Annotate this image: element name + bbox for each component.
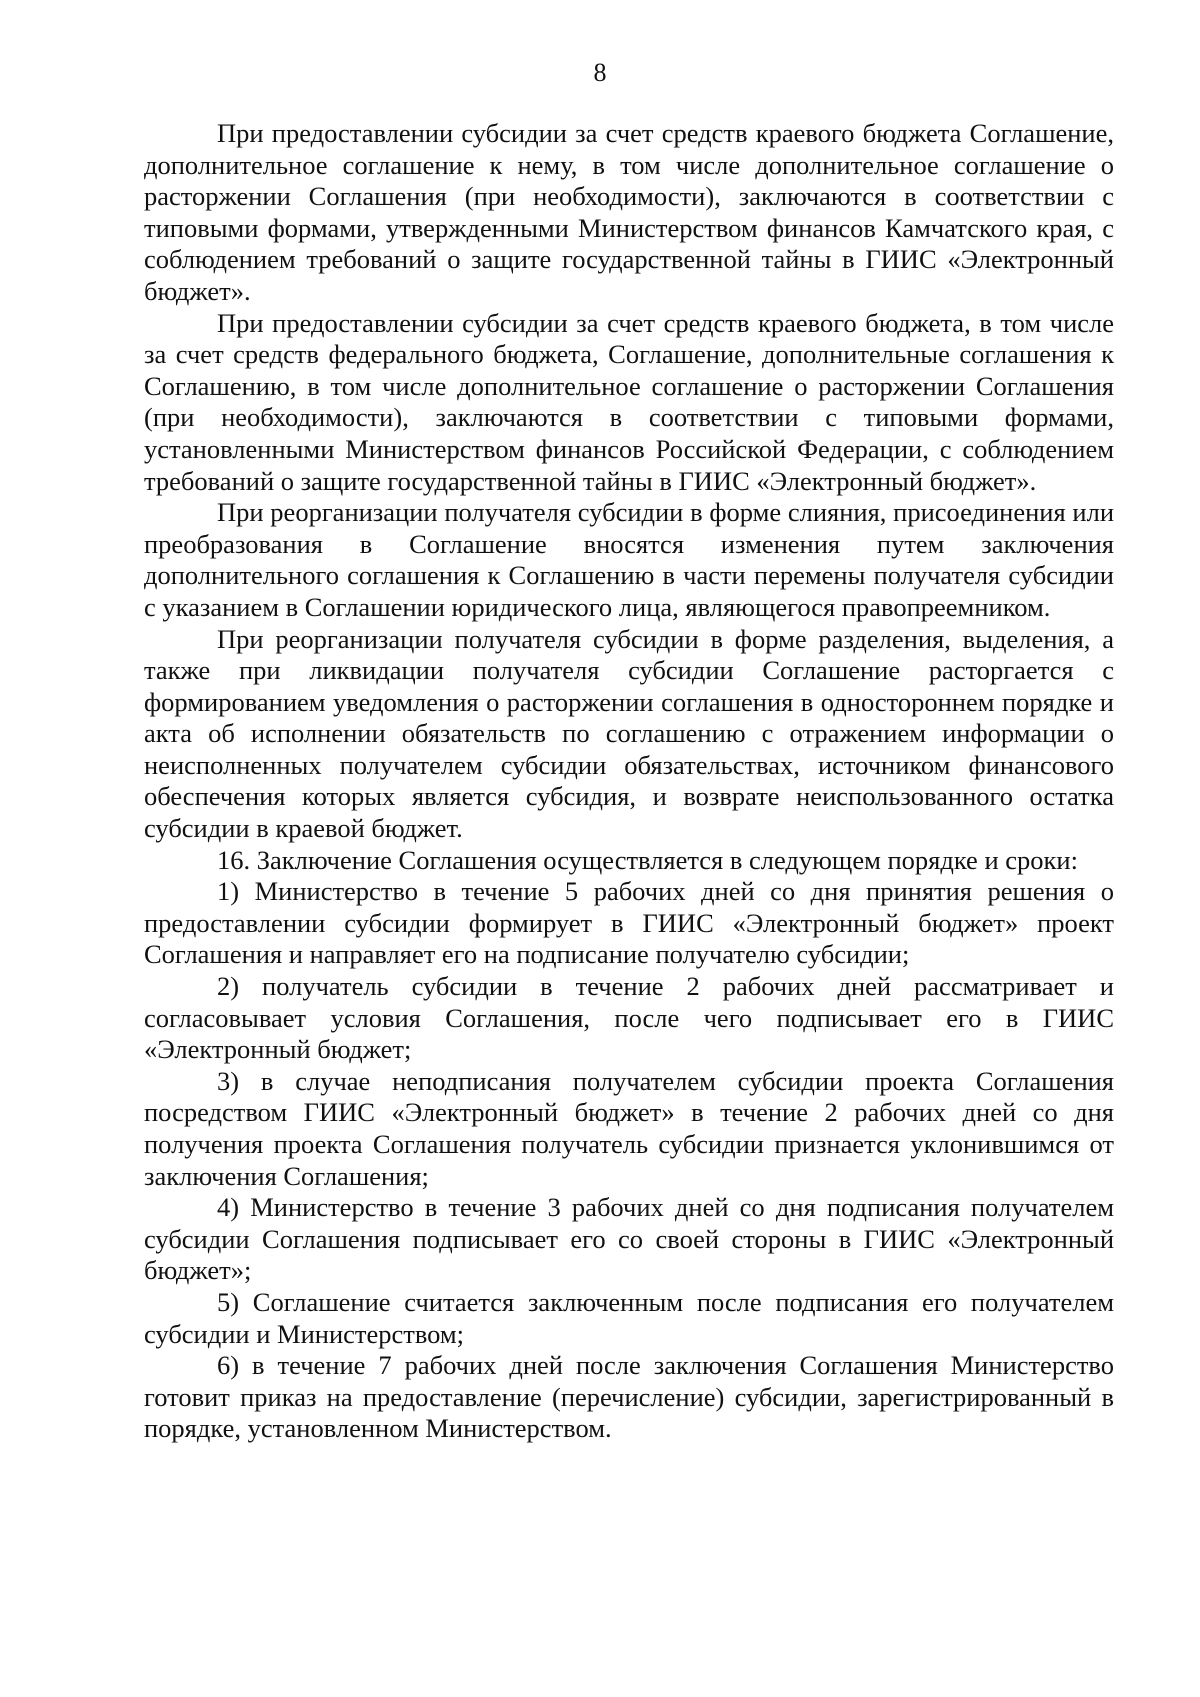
list-item-5: 5) Соглашение считается заключенным после подписания его получателем субсидии и Министерством; xyxy=(144,1286,1114,1349)
page-number: 8 xyxy=(593,58,607,87)
document-body xyxy=(144,118,1114,1445)
list-item-2: 2) получатель субсидии в течение 2 рабочих дней рассматривает и согласовывает условия Соглашения, после чего подписывает его в ГИИС «Электронный бюджет; xyxy=(144,971,1114,1065)
list-item-6: 6) в течение 7 рабочих дней после заключения Соглашения Министерство готовит приказ на предоставление (перечисление) субсидии, зарегистрированный в порядке, установленном Министерством. xyxy=(144,1350,1114,1444)
paragraph-clause-16: 16. Заключение Соглашения осуществляется в следующем порядке и сроки: xyxy=(217,844,1078,875)
list-item-1: 1) Министерство в течение 5 рабочих дней со дня принятия решения о предоставлении субсидии формирует в ГИИС «Электронный бюджет» проект Соглашения и направляет его на подписание получателю субсидии; xyxy=(144,876,1114,970)
paragraph-agreement-regional-budget: При предоставлении субсидии за счет средств краевого бюджета Соглашение, дополнительное соглашение к нему, в том числе дополнительное соглашение о расторжении Соглашения (при необходимости), заключаются в соответствии с типовыми формами, утвержденными Министерством финансов Камчатского края, с соблюдением требований о защите государственной тайны в ГИИС «Электронный бюджет». xyxy=(144,118,1114,306)
paragraph-agreement-federal-budget: При предоставлении субсидии за счет средств краевого бюджета, в том числе за счет средств федерального бюджета, Соглашение, дополнительные соглашения к Соглашению, в том числе дополнительное соглашение о расторжении Соглашения (при необходимости), заключаются в соответствии с типовыми формами, установленными Министерством финансов Российской Федерации, с соблюдением требований о защите государственной тайны в ГИИС «Электронный бюджет». xyxy=(144,307,1114,496)
list-item-4: 4) Министерство в течение 3 рабочих дней со дня подписания получателем субсидии Соглашения подписывает его со своей стороны в ГИИС «Электронный бюджет»; xyxy=(144,1192,1114,1286)
paragraph-reorganization-division: При реорганизации получателя субсидии в форме разделения, выделения, а также при ликвидации получателя субсидии Соглашение расторгается с формированием уведомления о расторжении соглашения в одностороннем порядке и акта об исполнении обязательств по соглашению с отражением информации о неисполненных получателем субсидии обязательствах, источником финансового обеспечения которых является субсидия, и возврате неиспользованного остатка субсидии в краевой бюджет. xyxy=(144,623,1114,844)
list-item-3: 3) в случае неподписания получателем субсидии проекта Соглашения посредством ГИИС «Электронный бюджет» в течение 2 рабочих дней со дня получения проекта Соглашения получатель субсидии признается уклонившимся от заключения Соглашения; xyxy=(144,1065,1114,1191)
paragraph-reorganization-merger: При реорганизации получателя субсидии в форме слияния, присоединения или преобразования в Соглашение вносятся изменения путем заключения дополнительного соглашения к Соглашению в части перемены получателя субсидии с указанием в Соглашении юридического лица, являющегося правопреемником. xyxy=(144,497,1114,622)
